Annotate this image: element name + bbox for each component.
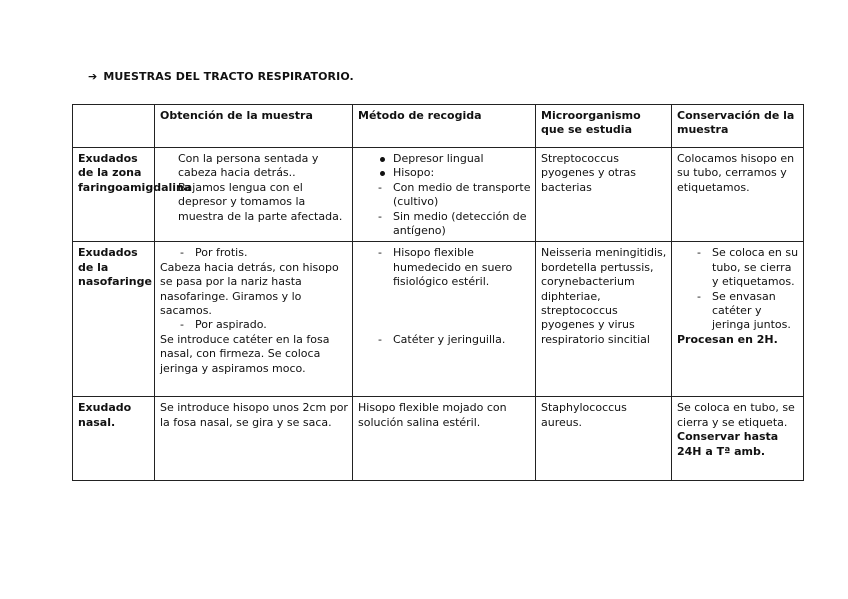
table-row	[73, 242, 804, 397]
list-item: Hisopo:	[358, 166, 531, 180]
row-label: Exudados de la zona faringoamigdalina	[73, 148, 155, 242]
dash-icon: -	[378, 332, 382, 346]
cell-metodo	[353, 148, 536, 242]
bullet-icon	[380, 157, 385, 162]
list-item: - Sin medio (detección de antígeno)	[378, 209, 527, 238]
dash-icon: -	[697, 246, 701, 260]
row-label: Exudados de la nasofaringe	[73, 242, 155, 397]
list-item: - Por aspirado.	[180, 318, 267, 332]
dash-icon: -	[697, 289, 701, 303]
cell-conservacion	[672, 397, 804, 481]
cell-microorganismo: Neisseria meningitidis, bordetella pertussis, corynebacterium diphteriae, streptococcus pyogenes y virus respiratorio sincitial	[536, 242, 672, 397]
header-microorganismo: Microorganismo que se estudia	[536, 105, 672, 148]
cell-microorganismo: Staphylococcus aureus.	[536, 397, 672, 481]
dash-icon: -	[180, 246, 184, 260]
cell-obtencion: Se introduce hisopo unos 2cm por la fosa nasal, se gira y se saca.	[155, 397, 353, 481]
cell-metodo: Hisopo flexible mojado con solución salina estéril.	[353, 397, 536, 481]
dash-icon: -	[180, 318, 184, 332]
header-obtencion: Obtención de la muestra	[155, 105, 353, 148]
dash-icon: -	[378, 209, 382, 223]
cell-note: Procesan en 2H.	[677, 332, 778, 346]
cell-obtencion	[155, 148, 353, 242]
cell-text: Bajamos lengua con el depresor y tomamos la muestra de la parte afectada.	[178, 180, 343, 223]
cell-metodo	[353, 242, 536, 397]
row-label: Exudado nasal.	[73, 397, 155, 481]
table-header-row	[73, 105, 804, 148]
list-item: - Por frotis.	[180, 246, 248, 260]
list-item: - Se coloca en su tubo, se cierra y etiquetamos.	[697, 246, 799, 289]
cell-conservacion: Colocamos hisopo en su tubo, cerramos y etiquetamos.	[672, 148, 804, 242]
list-item: Depresor lingual	[358, 152, 531, 166]
method-list	[358, 246, 531, 289]
dash-icon: -	[378, 180, 382, 194]
dash-icon: -	[378, 246, 382, 260]
cell-text: Con la persona sentada y cabeza hacia detrás..	[178, 152, 319, 180]
bullet-icon	[380, 171, 385, 176]
cell-conservacion	[672, 242, 804, 397]
cell-text: Cabeza hacia detrás, con hisopo se pasa por la nariz hasta nasofaringe. Giramos y lo sacamos.	[160, 260, 339, 318]
arrow-icon: ➔	[88, 70, 98, 83]
list-item: - Se envasan catéter y jeringa juntos.	[697, 289, 791, 332]
cell-obtencion	[155, 242, 353, 397]
header-conservacion: Conservación de la muestra	[672, 105, 804, 148]
header-metodo: Método de recogida	[353, 105, 536, 148]
cell-text: Se introduce catéter en la fosa nasal, con firmeza. Se coloca jeringa y aspiramos moco.	[160, 332, 330, 375]
header-empty	[73, 105, 155, 148]
cell-microorganismo: Streptococcus pyogenes y otras bacterias	[536, 148, 672, 242]
list-item: - Con medio de transporte (cultivo)	[378, 180, 531, 209]
cell-text: Se coloca en tubo, se cierra y se etiqueta.	[677, 401, 795, 429]
heading-text: MUESTRAS DEL TRACTO RESPIRATORIO.	[103, 70, 354, 83]
table-row	[73, 397, 804, 481]
document-heading	[88, 70, 354, 83]
cell-note: Conservar hasta 24H a Tª amb.	[677, 430, 779, 458]
list-item: - Catéter y jeringuilla.	[378, 332, 506, 346]
samples-table	[72, 104, 804, 481]
table-row	[73, 148, 804, 242]
list-item: - Hisopo flexible humedecido en suero fisiológico estéril.	[378, 246, 513, 289]
method-list	[358, 152, 531, 238]
